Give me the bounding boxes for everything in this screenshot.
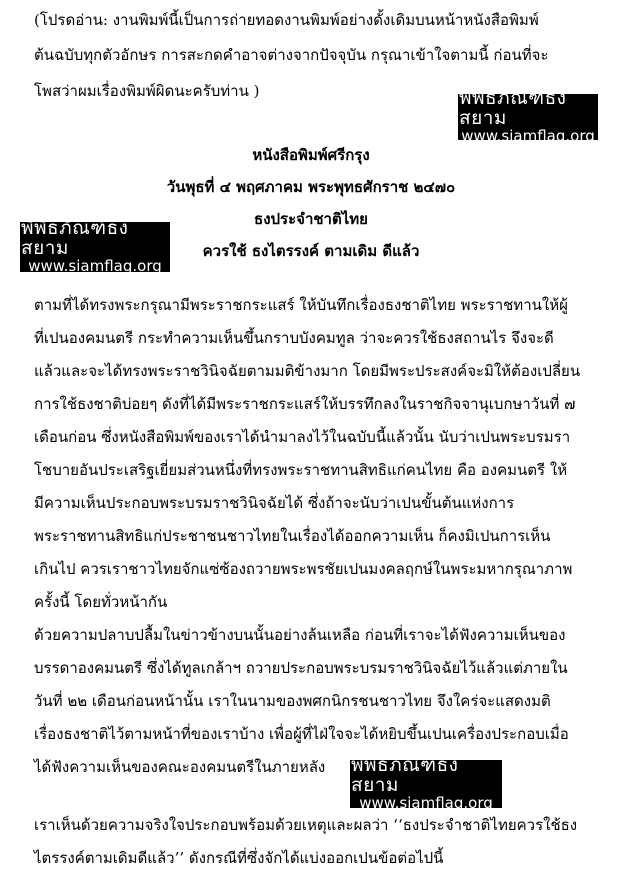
body-line: บรรดาองคมนตรี ซึ่งได้ทูลเกล้าฯ ถวายประกอบพระบรมราชวินิจฉัยไว้แล้วแต่ภายใน — [34, 659, 568, 677]
note-line: ต้นฉบับทุกตัวอักษร การสะกดคำอาจต่างจากปัจจุบัน กรุณาเข้าใจตามนี้ ก่อนที่จะ — [34, 46, 549, 64]
body-line: มีความเห็นประกอบพระบรมราชวินิจฉัยได้ ซึ่งถ้าจะนับว่าเปนขั้นต้นแห่งการ — [34, 494, 515, 512]
logo-title: พิพิธภัณฑ์ธงสยาม — [351, 754, 459, 797]
body-line: เรื่องธงชาติไว้ตามหน้าที่ของเราบ้าง เพื่อผู้ที่ไฝ่ใจจะได้หยิบขึ้นเปนเครื่องประกอบเมื่อ — [34, 725, 569, 743]
logo-url: www.siamflag.org — [28, 257, 162, 276]
siamflag-logo — [458, 87, 598, 146]
body-line: ด้วยความปลาบปลื้มในข่าวข้างบนนั้นอย่างล้นเหลือ ก่อนที่เราจะได้ฟังความเห็นของ — [34, 626, 566, 644]
logo-title: พิพิธภัณฑ์ธงสยาม — [459, 87, 567, 130]
body-line: ได้ฟังความเห็นของคณะองคมนตรีในภายหลัง — [34, 758, 326, 776]
body-line: ครั้งนี้ โดยทั่วหน้ากัน — [34, 593, 168, 611]
body-line: วันที่ ๒๒ เดือนก่อนหน้านั้น เราในนามของพศกนิกรชนชาวไทย จึงใคร่จะแสดงมติ — [34, 692, 551, 710]
article-title: ธงประจำชาติไทย — [254, 210, 368, 228]
logo-title: พิพิธภัณฑ์ธงสยาม — [21, 217, 129, 260]
note-line: โพสว่าผมเรื่องพิมพ์ผิดนะครับท่าน ) — [34, 82, 260, 100]
logo-url: www.siamflag.org — [359, 794, 493, 813]
body-line: โชบายอันประเสริฐเยี่ยมส่วนหนึ่งที่ทรงพระราชทานสิทธิแก่คนไทย คือ องคมนตรี ให้ — [34, 461, 568, 479]
body-line: แล้วและจะได้ทรงพระราชวินิจฉัยตามมติข้างมาก โดยมีพระประสงค์จะมิให้ต้องเปลี่ยน — [34, 362, 581, 380]
body-line: ไตรรงค์ตามเดิมดีแล้ว’’ ดังกรณีที่ซึ่งจักได้แบ่งออกเปนข้อต่อไปนี้ — [34, 849, 444, 867]
body-line: เราเห็นด้วยความจริงใจประกอบพร้อมด้วยเหตุและผลว่า ‘‘ธงประจำชาติไทยควรใช้ธง — [34, 816, 578, 834]
note-line: (โปรดอ่าน: งานพิมพ์นี้เป็นการถ่ายทอดงานพิมพ์อย่างดั้งเดิมบนหน้าหนังสือพิมพ์ — [34, 11, 539, 29]
newspaper-name: หนังสือพิมพ์ศรีกรุง — [252, 146, 370, 164]
body-line: เกินไป ควรเราชาวไทยจักแซ่ซ้องถวายพระพรชัยเปนมงคลฤกษ์ในพระมหากรุณาภาพ — [34, 560, 573, 578]
body-line: การใช้ธงชาติบ่อยๆ ดังที่ได้มีพระราชกระแสร์ให้บรรทึกลงในราชกิจจานุเบกษาวันที่ ๗ — [34, 395, 576, 413]
body-line: ที่เปนองคมนตรี กระทำความเห็นขึ้นกราบบังคมทูล ว่าจะควรใช้ธงสถานไร จึงจะดี — [34, 329, 554, 347]
body-line: พระราชทานสิทธิแก่ประชาชนชาวไทยในเรื่องได้ออกความเห็น ก็คงมิเปนการเห็น — [34, 527, 551, 545]
body-line: เดือนก่อน ซึ่งหนังสือพิมพ์ของเราได้นำมาลงไว้ในฉบับนี้แล้วนั้น นับว่าเปนพระบรมรา — [34, 428, 571, 446]
article-subtitle: ควรใช้ ธงไตรรงค์ ตามเดิม ดีแล้ว — [202, 242, 420, 260]
siamflag-logo — [350, 754, 502, 813]
body-line: ตามที่ได้ทรงพระกรุณามีพระราชกระแสร์ ให้บันทึกเรื่องธงชาติไทย พระราชทานให้ผู้ — [34, 296, 568, 314]
publication-date: วันพุธที่ ๔ พฤศภาคม พระพุทธศักราช ๒๔๗๐ — [166, 178, 456, 196]
logo-url: www.siamflag.org — [461, 127, 595, 146]
